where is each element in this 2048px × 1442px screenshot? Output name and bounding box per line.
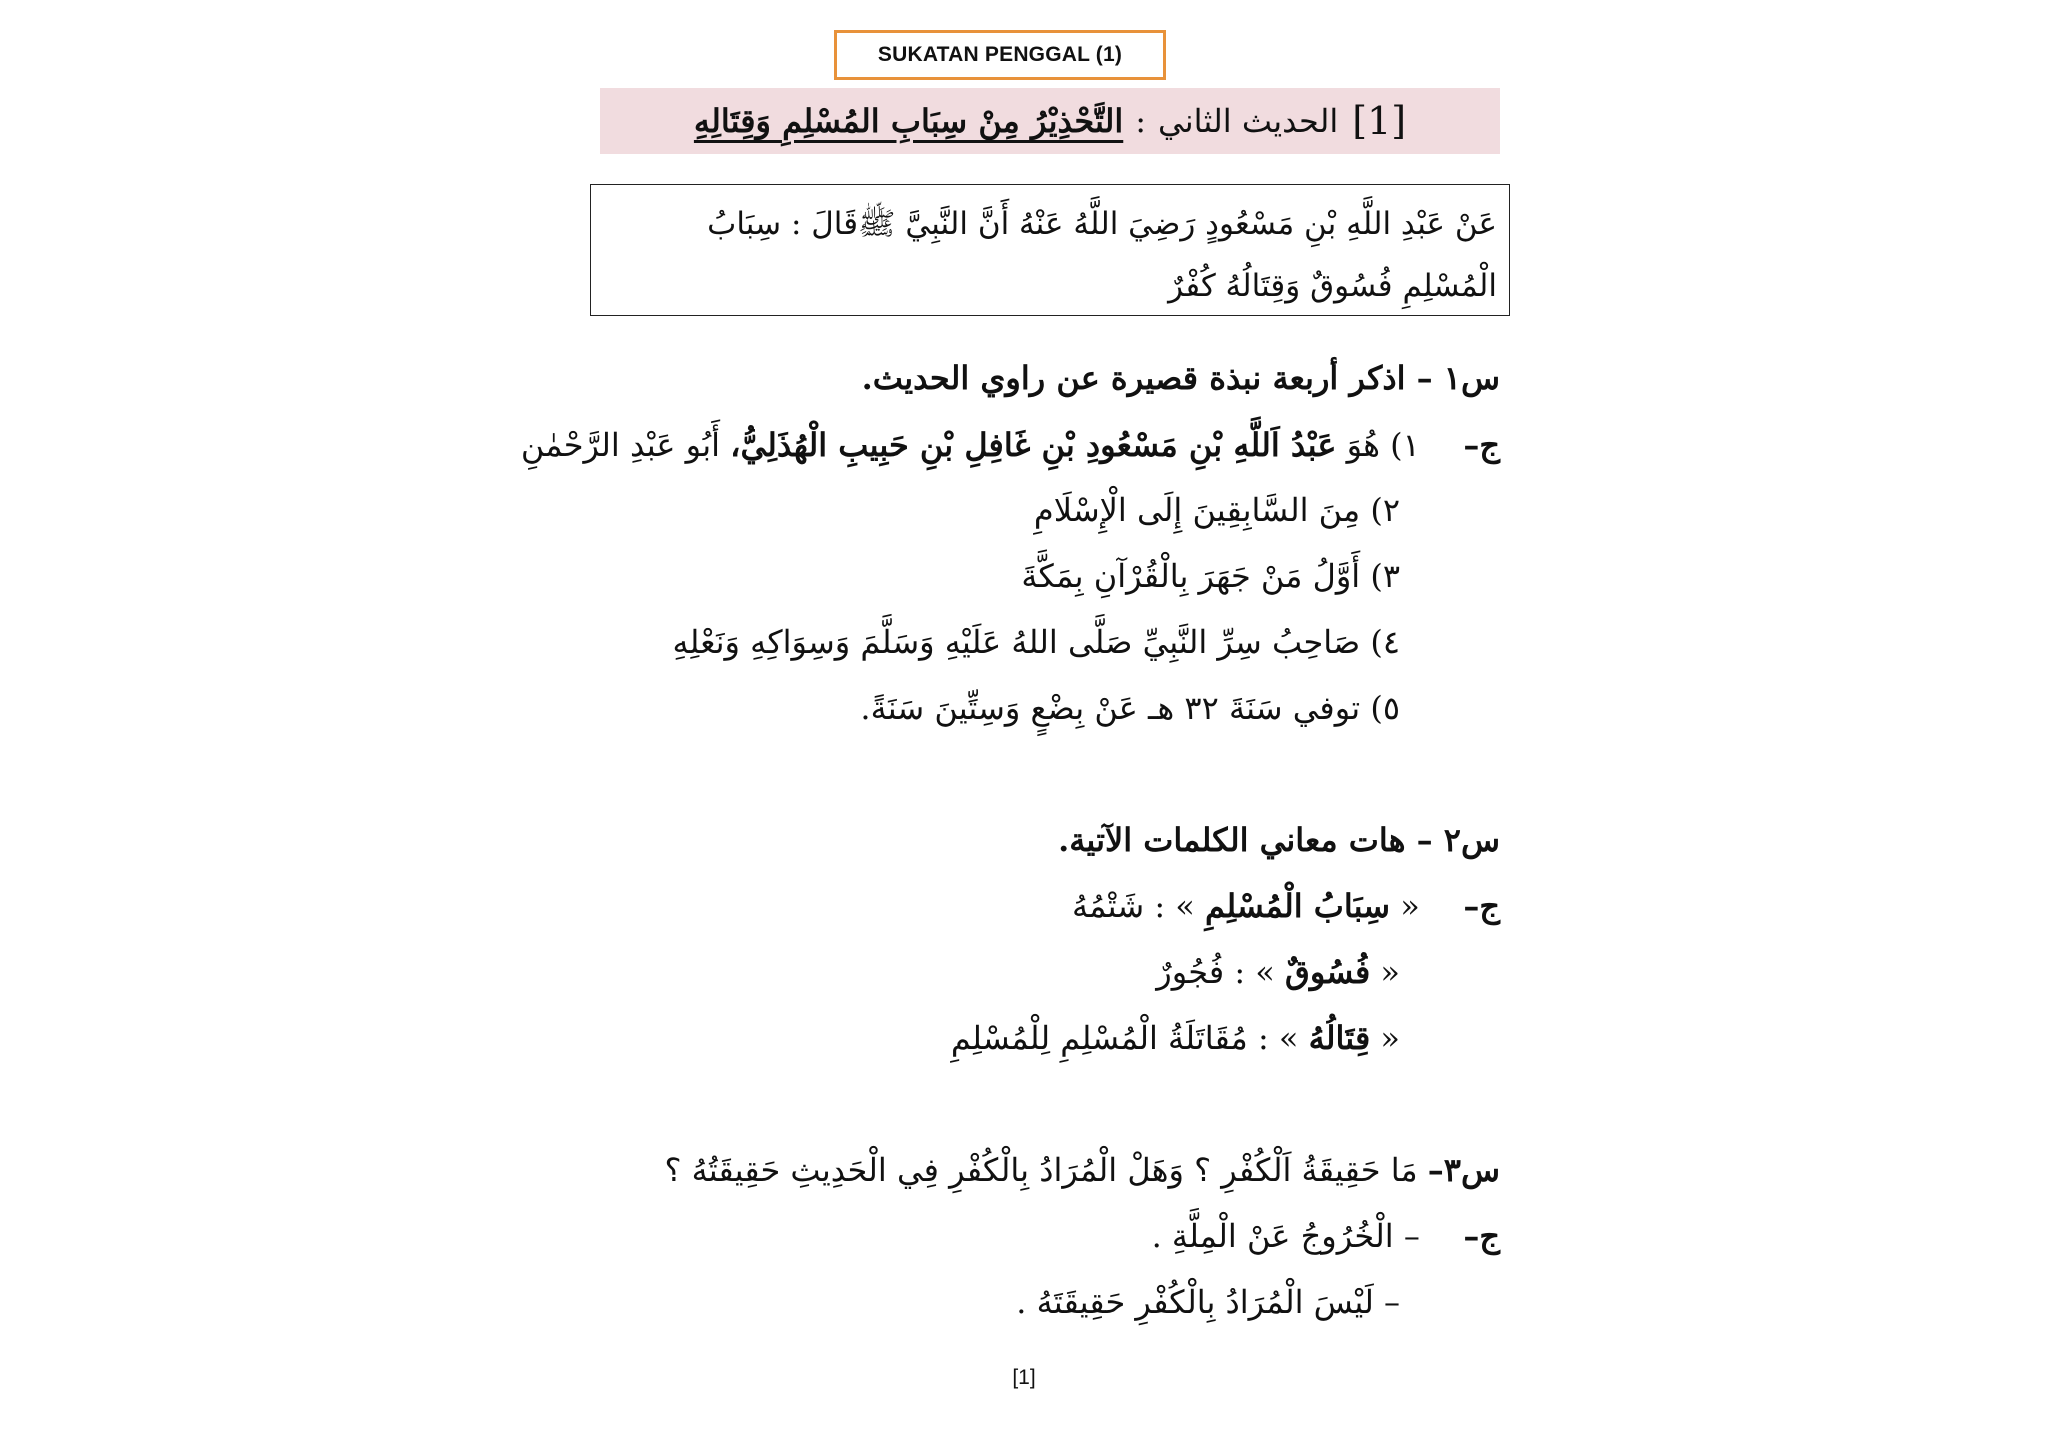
item-text: صَاحِبُ سِرِّ النَّبِيِّ صَلَّى اللهُ عَلَيْهِ وَسَلَّمَ وَسِوَاكِهِ وَنَعْلِهِ: [672, 623, 1361, 661]
section-tag: SUKATAN PENGGAL (1): [834, 30, 1166, 80]
answer-text: – لَيْسَ الْمُرَادُ بِالْكُفْرِ حَقِيقَتَهُ .: [1016, 1283, 1400, 1321]
question-3: [664, 1150, 1500, 1190]
hadith-title: [600, 88, 1500, 154]
item-number: ٥): [1370, 689, 1400, 727]
hadith-text-box: [590, 184, 1510, 316]
item-pre: هُوَ: [1346, 426, 1380, 464]
narrator-name: عَبْدُ اَللَّهِ بْنِ مَسْعُودِ بْنِ غَافِلِ بْنِ حَبِيبِ الْهُذَلِيُّ،: [730, 426, 1337, 464]
quote-open: «: [1380, 953, 1400, 991]
answer-3-item-1: [1152, 1216, 1500, 1256]
answer-2-item-2: [1156, 952, 1500, 992]
answer-1-item-3: [1021, 556, 1500, 596]
vocab-word: فُسُوقٌ: [1285, 953, 1371, 991]
hadith-number: [1]: [1352, 99, 1407, 143]
page-number: [1]: [1012, 1366, 1036, 1389]
item-text: مِنَ السَّابِقِينَ إِلَى الْإِسْلَامِ: [1033, 491, 1361, 529]
vocab-word: قِتَالُهُ: [1308, 1019, 1371, 1057]
hadith-label: الحديث الثاني: [1158, 102, 1339, 140]
answer-3-item-2: [1016, 1282, 1500, 1322]
answer-label: ج–: [1463, 1217, 1500, 1255]
hadith-text: عَنْ عَبْدِ اللَّهِ بْنِ مَسْعُودٍ رَضِيَ اللَّهُ عَنْهُ أَنَّ النَّبِيَّ ﷺقَالَ : سِبَابُ الْمُسْلِمِ فُسُوقٌ وَقِتَالُهُ كُفْرٌ: [707, 206, 1497, 304]
question-label: س٣–: [1427, 1151, 1500, 1189]
quote-close: »: [1255, 953, 1275, 991]
vocab-meaning: : مُقَاتَلَةُ الْمُسْلِمِ لِلْمُسْلِمِ: [950, 1019, 1269, 1057]
question-2: س٢ – هات معاني الكلمات الآتية.: [1058, 821, 1500, 859]
answer-label: ج–: [1463, 887, 1500, 925]
quote-close: »: [1175, 887, 1195, 925]
item-number: ٢): [1370, 491, 1400, 529]
vocab-meaning: : فُجُورٌ: [1156, 953, 1246, 991]
question-1: س١ – اذكر أربعة نبذة قصيرة عن راوي الحديث.: [861, 359, 1500, 397]
vocab-meaning: : شَتْمُهُ: [1072, 887, 1166, 925]
answer-1-item-5: [860, 688, 1500, 728]
item-number: ١): [1390, 426, 1420, 464]
narrator-kunya: أَبُو عَبْدِ الرَّحْمٰنِ: [520, 426, 720, 464]
item-number: ٤): [1370, 623, 1400, 661]
quote-close: »: [1278, 1019, 1299, 1057]
answer-label: ج–: [1463, 426, 1500, 464]
item-number: ٣): [1370, 557, 1400, 595]
quote-open: «: [1400, 887, 1420, 925]
hadith-topic: التَّحْذِيْرُ مِنْ سِبَابِ المُسْلِمِ وَقِتَالِهِ: [693, 102, 1124, 140]
answer-2-item-1: [1072, 886, 1500, 926]
item-text: توفي سَنَةَ ٣٢ هـ عَنْ بِضْعٍ وَسِتِّينَ سَنَةً.: [860, 689, 1361, 727]
answer-1-item-4: [672, 622, 1500, 662]
answer-2-item-3: [951, 1018, 1500, 1058]
answer-1-item-2: [1034, 490, 1500, 530]
question-text: مَا حَقِيقَةُ اَلْكُفْرِ ؟ وَهَلْ الْمُرَادُ بِالْكُفْرِ فِي الْحَدِيثِ حَقِيقَتُهُ ؟: [664, 1151, 1418, 1189]
item-text: أَوَّلُ مَنْ جَهَرَ بِالْقُرْآنِ بِمَكَّةَ: [1021, 557, 1361, 595]
answer-1-item-1: [521, 425, 1500, 465]
vocab-word: سِبَابُ الْمُسْلِمِ: [1205, 887, 1391, 925]
title-colon: :: [1135, 102, 1147, 140]
quote-open: «: [1380, 1019, 1400, 1057]
answer-text: – الْخُرُوجُ عَنْ الْمِلَّةِ .: [1151, 1217, 1420, 1255]
